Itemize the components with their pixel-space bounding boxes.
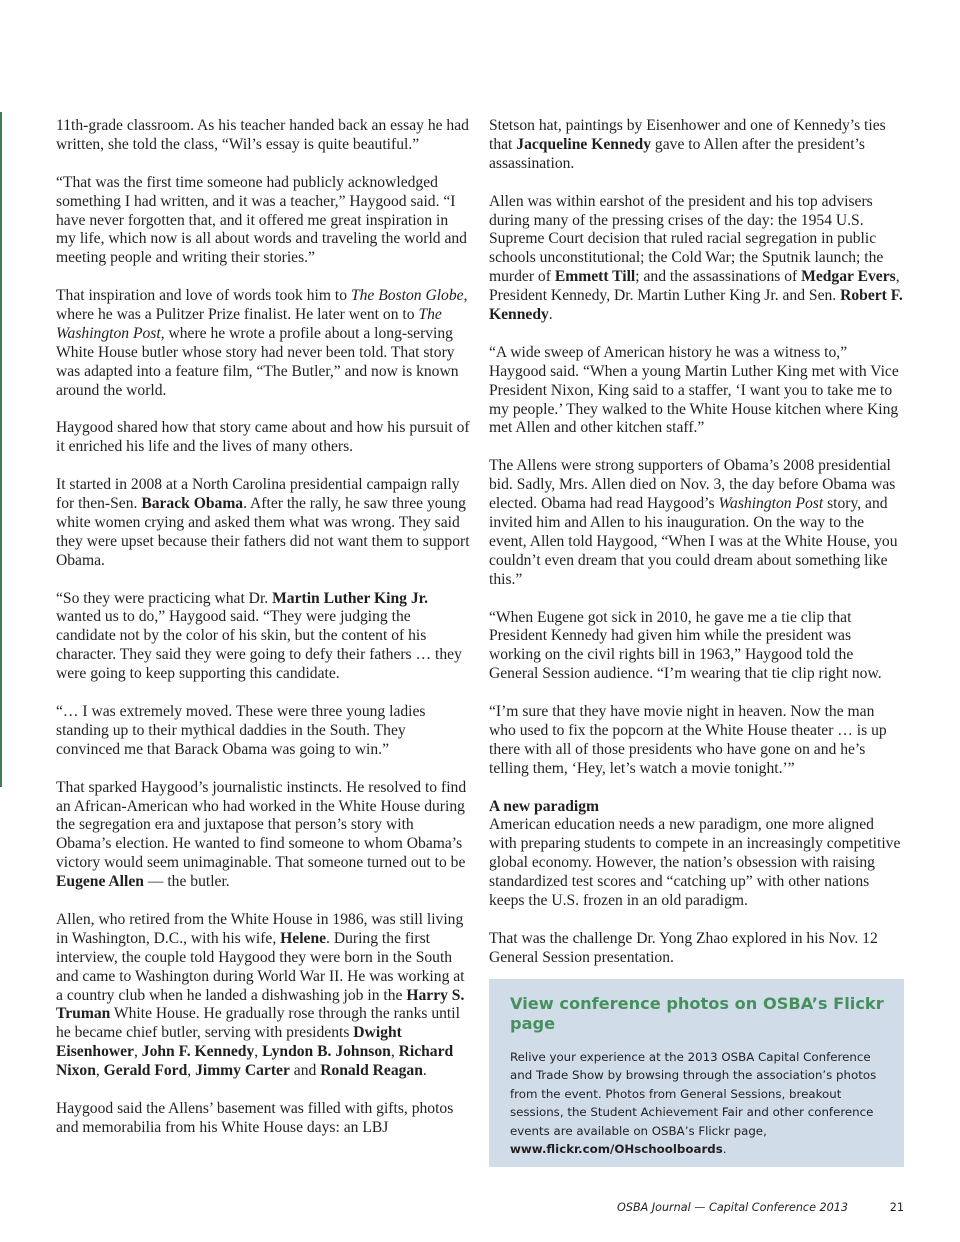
person-name: Jacqueline Kennedy <box>516 135 652 153</box>
paragraph: That was the challenge Dr. Yong Zhao explored in his Nov. 12 General Session presentation. <box>489 929 878 966</box>
paragraph: Allen was within earshot of the president and his top advisers during many of the pressing crises of the day: the 1954 U.S. Supreme Court decision that ruled racial segregation in public schools unconstitutional; the Cold War; the Sputnik launch; the murder of Emmett Till; and the assassinations of Medgar Evers, President Kennedy, Dr. Martin Luther King Jr. and Sen. Robert F. Kennedy. <box>489 192 903 324</box>
paragraph: That inspiration and love of words took him to The Boston Globe, where he was a Pulitzer Prize finalist. He later went on to The Washington Post, where he wrote a profile about a long-serving White House butler whose story had never been told. That story was adapted into a feature film, “The Butler,” and now is known around the world. <box>56 287 468 399</box>
paragraph: “That was the first time someone had publicly acknowledged something I had written, and it was a teacher,” Haygood said. “I have never forgotten that, and it offered me great inspiration in my life, which now is all about words and traveling the world and meeting people and writing their stories.” <box>56 173 467 267</box>
person-name: Lyndon B. Johnson <box>262 1043 391 1061</box>
publication-name: The Washington Post <box>56 306 442 342</box>
person-name: Helene <box>280 929 327 947</box>
paragraph: “I’m sure that they have movie night in heaven. Now the man who used to fix the popcorn at the White House theater … is up there with all of those presidents who have gone on and he’s telling them, ‘Hey, let’s watch a movie tonight.’” <box>489 703 887 777</box>
article-column-left <box>56 117 470 1138</box>
publication-name: The Boston Globe <box>350 287 464 305</box>
paragraph: 11th-grade classroom. As his teacher handed back an essay he had written, she told the class, “Wil’s essay is quite beautiful.” <box>56 117 469 153</box>
person-name: Ronald Reagan <box>320 1062 423 1080</box>
paragraph: “… I was extremely moved. These were three young ladies standing up to their mythical daddies in the South. They convinced me that Barack Obama was going to win.” <box>56 703 426 758</box>
flickr-link[interactable]: www.flickr.com/OHschoolboards <box>510 1142 723 1157</box>
paragraph: “So they were practicing what Dr. Martin Luther King Jr. wanted us to do,” Haygood said. “They were judging the candidate not by the color of his skin, but the content of his character. They said they were going to defy their fathers … they were going to keep supporting this candidate. <box>56 589 462 683</box>
sidebar-title: View conference photos on OSBA’s Flickr page <box>510 994 884 1033</box>
person-name: Martin Luther King Jr. <box>272 589 429 607</box>
person-name: Robert F. Kennedy <box>489 287 903 324</box>
person-name: Medgar Evers <box>801 268 896 286</box>
publication-title: OSBA Journal — Capital Conference 2013 <box>617 1201 848 1214</box>
section-heading: A new paradigm <box>489 797 600 815</box>
paragraph: It started in 2008 at a North Carolina presidential campaign rally for then-Sen. Barack Obama. After the rally, he saw three young white women crying and asked them what was wrong. They said they were upset because their fathers did not want them to support Obama. <box>56 476 470 569</box>
person-name: Eugene Allen <box>56 873 144 891</box>
person-name: Emmett Till <box>554 268 636 286</box>
person-name: Barack Obama <box>141 495 244 513</box>
paragraph: American education needs a new paradigm, one more aligned with preparing students to compete in an increasingly competitive global economy. However, the nation’s obsession with raising standardized test scores and “catching up” with other nations keeps the U.S. frozen in an old paradigm. <box>489 816 901 910</box>
person-name: Dwight Eisenhower <box>56 1024 402 1061</box>
margin-rule <box>0 112 2 787</box>
paragraph: Haygood shared how that story came about and how his pursuit of it enriched his life and the lives of many others. <box>56 419 470 456</box>
person-name: Jimmy Carter <box>195 1062 290 1080</box>
paragraph: Allen, who retired from the White House in 1986, was still living in Washington, D.C., with his wife, Helene. During the first interview, the couple told Haygood they were born in the South and came to Washington during World War II. He was working at a country club when he landed a dishwashing job in the Harry S. Truman White House. He gradually rose through the ranks until he became chief butler, serving with presidents Dwight Eisenhower, John F. Kennedy, Lyndon B. Johnson, Richard Nixon, Gerald Ford, Jimmy Carter and Ronald Reagan. <box>56 910 465 1080</box>
person-name: Gerald Ford <box>103 1062 188 1080</box>
person-name: Richard Nixon <box>56 1043 454 1080</box>
paragraph: Stetson hat, paintings by Eisenhower and one of Kennedy’s ties that Jacqueline Kennedy gave to Allen after the president’s assassination. <box>489 117 886 172</box>
publication-name: Washington Post <box>718 495 824 513</box>
person-name: Harry S. Truman <box>56 986 465 1023</box>
article-column-right <box>489 117 903 968</box>
paragraph: Haygood said the Allens’ basement was filled with gifts, photos and memorabilia from his White House days: an LBJ <box>56 1099 454 1136</box>
paragraph: “A wide sweep of American history he was a witness to,” Haygood said. “When a young Martin Luther King met with Vice President Nixon, King said to a staffer, ‘I want you to take me to my people.’ They walked to the White House kitchen where King met Allen and other kitchen staff.” <box>489 343 899 437</box>
sidebar-body: Relive your experience at the 2013 OSBA Capital Conference and Trade Show by browsing through the association’s photos from the event. Photos from General Sessions, breakout sessions, the Student Achievement Fair and other conference events are available on OSBA’s Flickr page, www.flickr.com/OHschoolboards. <box>510 1050 877 1157</box>
person-name: John F. Kennedy <box>141 1043 255 1061</box>
paragraph: “When Eugene got sick in 2010, he gave me a tie clip that President Kennedy had given him while the president was working on the civil rights bill in 1963,” Haygood told the General Session audience. “I’m wearing that tie clip right now. <box>489 608 882 683</box>
page-number: 21 <box>889 1201 904 1214</box>
paragraph: The Allens were strong supporters of Obama’s 2008 presidential bid. Sadly, Mrs. Allen died on Nov. 3, the day before Obama was elected. Obama had read Haygood’s Washington Post story, and invited him and Allen to his inauguration. On the way to the event, Allen told Haygood, “When I was at the White House, you couldn’t even dream that you could dream about something like this.” <box>489 457 898 588</box>
page-footer <box>0 1201 960 1219</box>
paragraph: That sparked Haygood’s journalistic instincts. He resolved to find an African-American who had worked in the White House during the segregation era and juxtapose that person’s story with Obama’s election. He wanted to find someone to whom Obama’s victory would seem unimaginable. That someone turned out to be Eugene Allen — the butler. <box>56 778 467 891</box>
flickr-sidebar-box <box>489 979 904 1167</box>
